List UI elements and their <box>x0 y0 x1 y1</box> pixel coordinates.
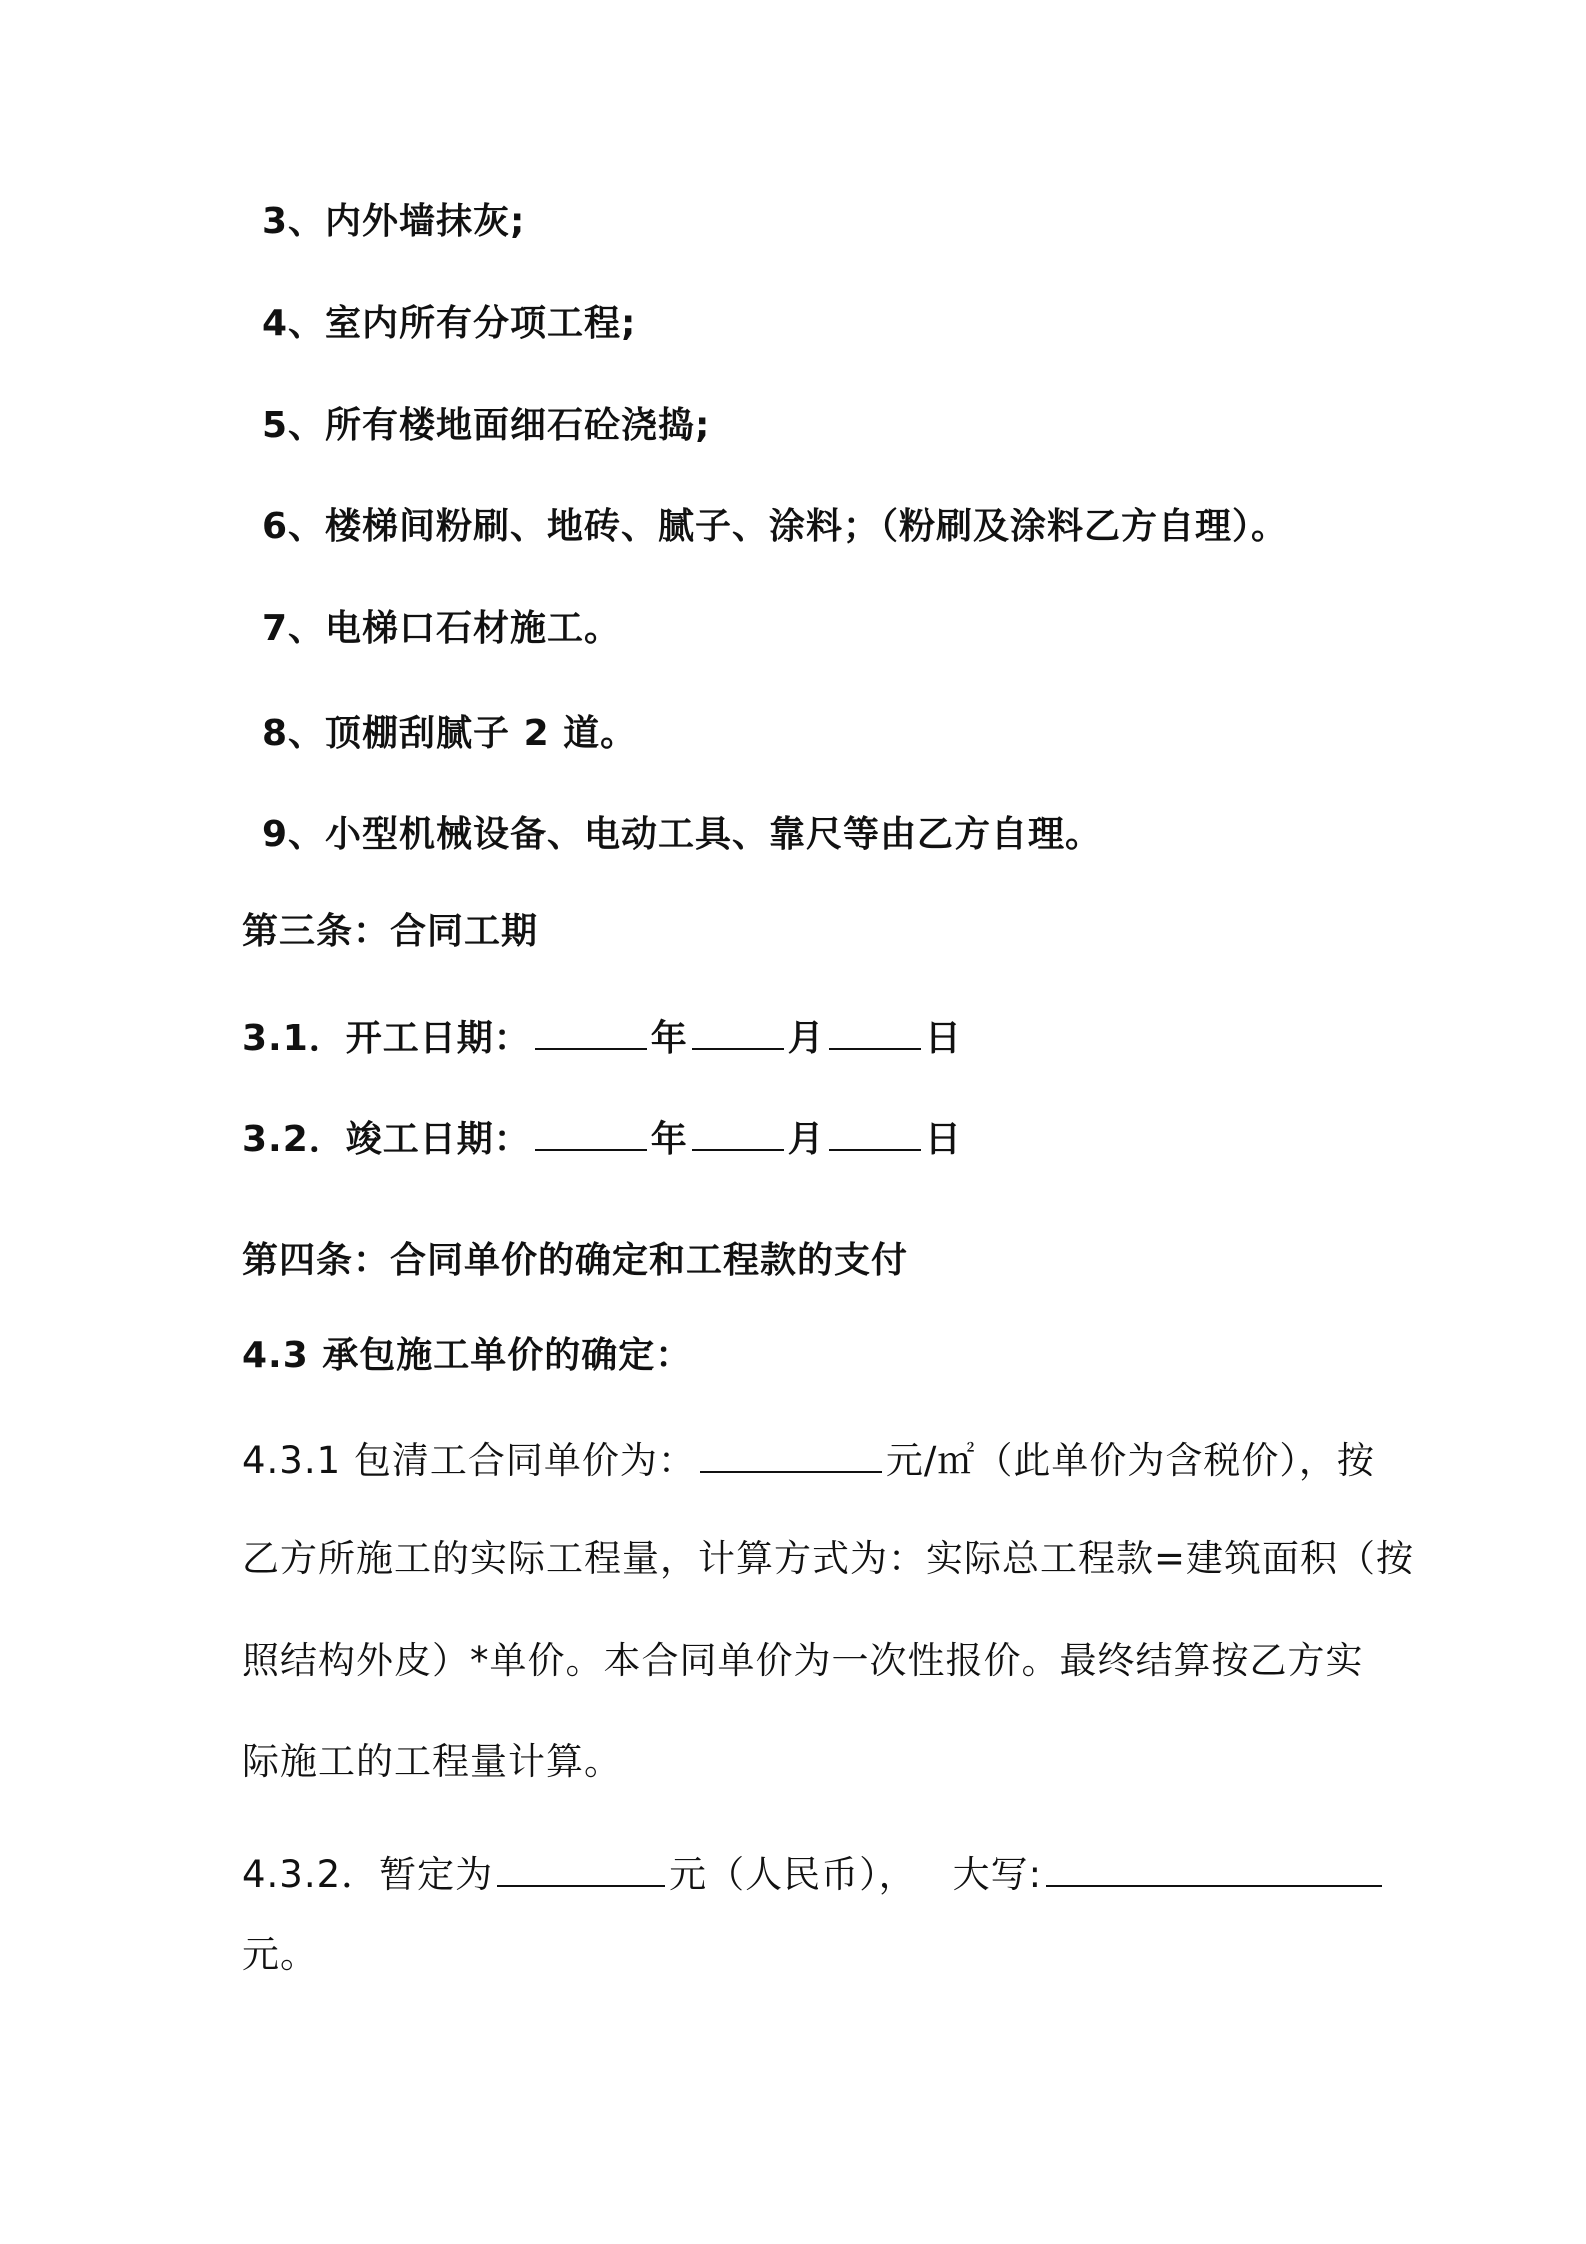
end-month-blank[interactable] <box>692 1111 784 1151</box>
provisional-prefix: 4.3.2．暂定为 <box>242 1853 494 1896</box>
list-item: 7、电梯口石材施工。 <box>262 608 622 649</box>
amount-blank[interactable] <box>497 1847 665 1887</box>
start-year-blank[interactable] <box>535 1010 647 1050</box>
list-item: 5、所有楼地面细石砼浇捣; <box>262 405 711 446</box>
unit-price-line-3: 照结构外皮）*单价。本合同单价为一次性报价。最终结算按乙方实 <box>242 1639 1364 1682</box>
year-label: 年 <box>650 1018 688 1059</box>
day-label: 日 <box>924 1119 962 1160</box>
unit-price-line-2: 乙方所施工的实际工程量，计算方式为：实际总工程款=建筑面积（按 <box>242 1537 1415 1580</box>
provisional-amount-end: 元。 <box>242 1933 318 1976</box>
daxie-blank[interactable] <box>1046 1847 1382 1887</box>
article3-heading: 第三条：合同工期 <box>242 911 539 952</box>
end-day-blank[interactable] <box>829 1111 921 1151</box>
end-year-blank[interactable] <box>535 1111 647 1151</box>
list-item: 9、小型机械设备、电动工具、靠尺等由乙方自理。 <box>262 814 1103 855</box>
month-label: 月 <box>787 1119 825 1160</box>
unit-price-line-1 <box>242 1433 1375 1485</box>
provisional-amount-line <box>242 1847 1386 1899</box>
unit-price-line-4: 际施工的工程量计算。 <box>242 1740 622 1783</box>
year-label: 年 <box>650 1119 688 1160</box>
rmb-label: 元（人民币）， <box>669 1853 917 1896</box>
list-item: 3、内外墙抹灰; <box>262 201 526 242</box>
unit-price-suffix: 元/㎡（此单价为含税价），按 <box>885 1439 1375 1482</box>
month-label: 月 <box>787 1018 825 1059</box>
end-date-label: 3.2．竣工日期： <box>242 1119 531 1160</box>
start-month-blank[interactable] <box>692 1010 784 1050</box>
list-item: 4、室内所有分项工程; <box>262 303 637 344</box>
start-date-label: 3.1．开工日期： <box>242 1018 531 1059</box>
unit-price-blank[interactable] <box>700 1433 882 1473</box>
start-date-row <box>242 1010 962 1063</box>
start-day-blank[interactable] <box>829 1010 921 1050</box>
article4-heading: 第四条：合同单价的确定和工程款的支付 <box>242 1240 909 1281</box>
list-item: 6、楼梯间粉刷、地砖、腻子、涂料；（粉刷及涂料乙方自理）。 <box>262 506 1289 547</box>
article4-sub-heading: 4.3 承包施工单价的确定： <box>242 1335 693 1376</box>
end-date-row <box>242 1111 962 1164</box>
list-item: 8、顶棚刮腻子 2 道。 <box>262 713 638 754</box>
unit-price-prefix: 4.3.1 包清工合同单价为： <box>242 1439 696 1482</box>
day-label: 日 <box>924 1018 962 1059</box>
daxie-label: 大写: <box>952 1853 1043 1896</box>
